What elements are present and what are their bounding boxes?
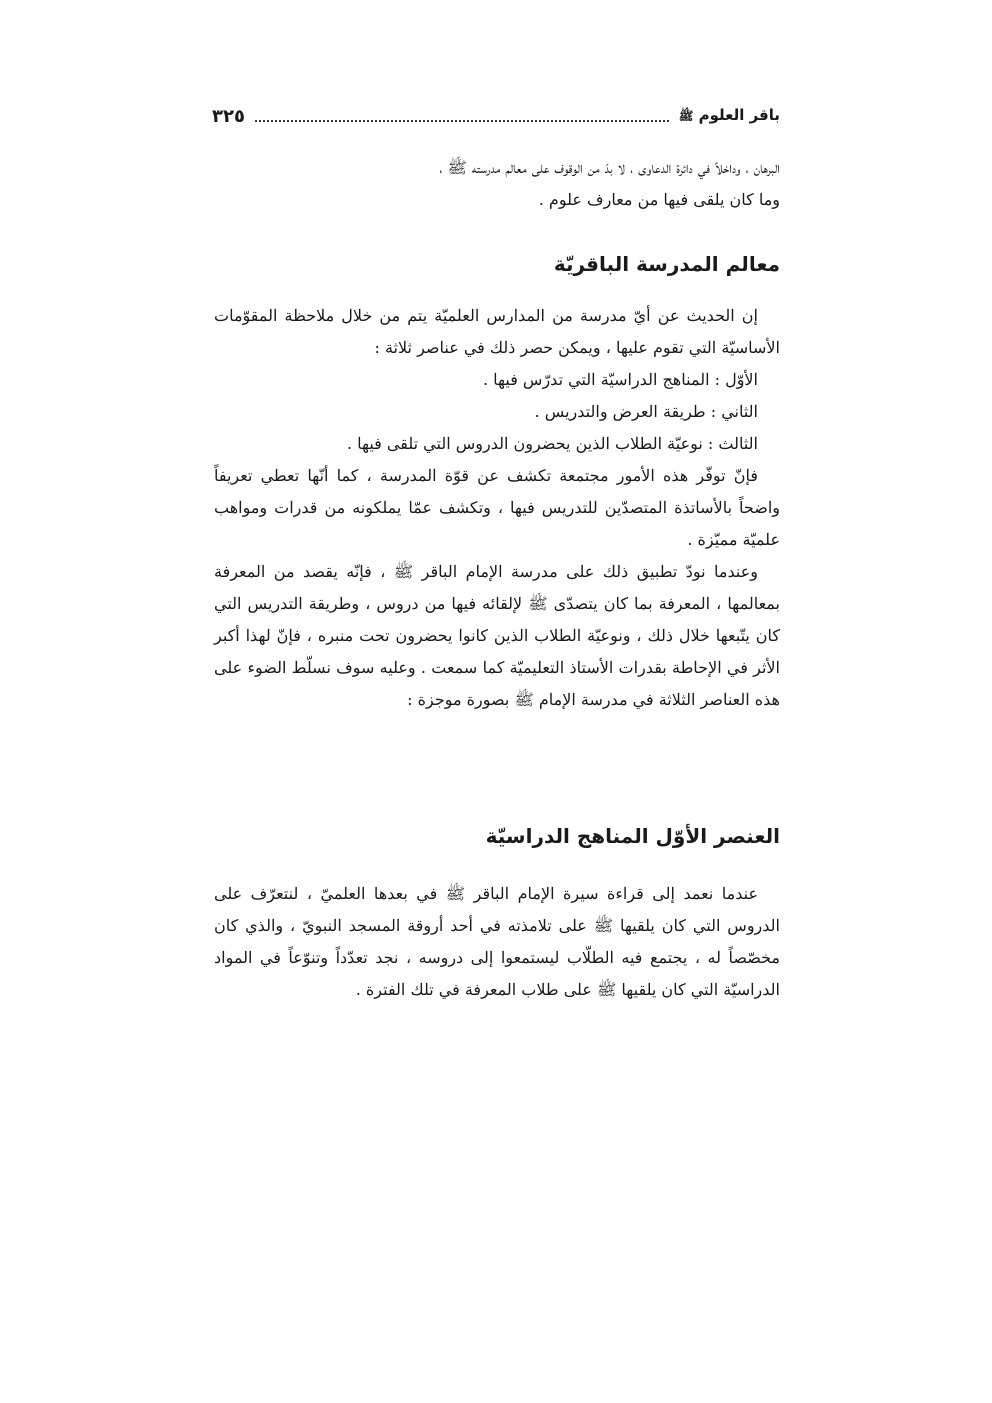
list-item: الثاني : طريقة العرض والتدريس . bbox=[534, 402, 758, 421]
paragraph: فإنّ توفّر هذه الأمور مجتمعة تكشف عن قوّة المدرسة ، كما أنّها تعطي تعريفاً واضحاً بالأساتذة المتصدّين للتدريس فيها ، وتكشف عمّا يملكونه من قدرات ومواهب علميّة مميّزة . bbox=[214, 466, 780, 549]
paragraph: وعندما نودّ تطبيق ذلك على مدرسة الإمام الباقر ﷺ ، فإنّه يقصد من المعرفة بمعالمها ، المعرفة بما كان يتصدّى ﷺ لإلقائه فيها من دروس ، وطريقة التدريس التي كان يتّبعها خلال ذلك ، ونوعيّة الطلاب الذين كانوا يحضرون تحت منبره ، فإنّ لهذا أكبر الأثر في الإحاطة بقدرات الأستاذ التعليميّة كما سمعت . وعليه سوف نسلّط الضوء على هذه العناصر الثلاثة في مدرسة الإمام ﷺ بصورة موجزة : bbox=[214, 562, 780, 709]
paragraph-line: وما كان يلقى فيها من معارف علوم . bbox=[538, 190, 780, 209]
section-body bbox=[214, 300, 780, 716]
section-body bbox=[214, 878, 780, 1006]
paragraph: إن الحديث عن أيّ مدرسة من المدارس العلميّة يتم من خلال ملاحظة المقوّمات الأساسيّة التي تقوم عليها ، ويمكن حصر ذلك في عناصر ثلاثة : bbox=[214, 306, 780, 357]
paragraph-line: البرهان ، وداخلاً في دائرة الدعاوى ، لا بدّ من الوقوف على معالم مدرسته ﷺ ، bbox=[439, 158, 780, 177]
list-item: الأوّل : المناهج الدراسيّة التي تدرّس فيها . bbox=[482, 370, 758, 389]
paragraph: عندما نعمد إلى قراءة سيرة الإمام الباقر ﷺ في بعدها العلميّ ، لنتعرّف على الدروس التي كان يلقيها ﷺ على تلامذته في أحد أروقة المسجد النبويّ ، والذي كان مخصّصاً له ، يجتمع فيه الطلّاب ليستمعوا إلى دروسه ، نجد تعدّداً وتنوّعاً في المواد الدراسيّة التي كان يلقيها ﷺ على طلاب المعرفة في تلك الفترة . bbox=[214, 884, 780, 999]
running-header bbox=[212, 100, 780, 132]
page-number: ٣٢٥ bbox=[212, 105, 245, 127]
header-honorific: ﷺ bbox=[678, 109, 694, 123]
list-item: الثالث : نوعيّة الطلاب الذين يحضرون الدروس التي تلقى فيها . bbox=[346, 434, 758, 453]
section-heading: معالم المدرسة الباقريّة bbox=[553, 252, 780, 276]
section-heading: العنصر الأوّل المناهج الدراسيّة bbox=[485, 824, 780, 848]
header-book-title: باقر العلوم bbox=[698, 106, 780, 124]
running-header-title bbox=[679, 106, 780, 126]
paragraph-continuation bbox=[214, 152, 780, 216]
header-dot-leader bbox=[255, 110, 669, 122]
